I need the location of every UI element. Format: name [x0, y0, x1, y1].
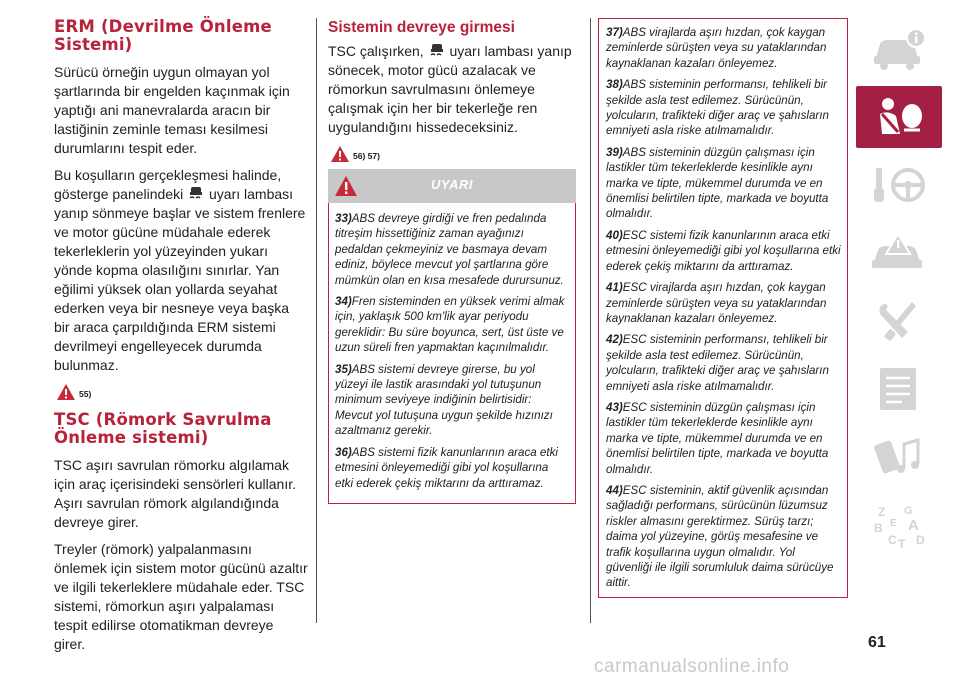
watermark-text: carmanualsonline.info [594, 656, 790, 677]
warning-car-icon [868, 228, 930, 278]
sidebar-tab-warnings[interactable] [856, 222, 942, 284]
erm-paragraph-1: Sürücü örneğin uygun olmayan yol şartlarında bir engelden kaçınmak için yaptığı ani manevralarda aracın bir lastiğinin zeminle teması kesilmesi durumlarını tespit eder. [54, 64, 290, 156]
warning-ref-number: 56) 57) [353, 151, 380, 161]
tsc-section-title: TSC (Römork Savrulma Önleme sistemi) [54, 410, 272, 447]
svg-text:A: A [908, 517, 919, 534]
warning-note: 34)Fren sisteminden en yüksek verimi almak için, yaklaşık 500 km'lik ayar periyodu gereklidir: Bu süre boyunca, sert, üst üste ve uzun süreli fren yapmaktan kaçınılmalıdır. [335, 295, 565, 355]
warning-triangle-icon [330, 145, 350, 163]
warning-note: 35)ABS sistemi devreye girerse, bu yol yüzeyi ile lastik arasındaki yol tutuşunun minimum seviyeye indiğinin belirtisidir: Mevcut yol tutuşuna uygun şekilde hızınızı azaltmanız gerekir. [335, 362, 553, 438]
svg-text:T: T [898, 537, 906, 550]
column-right [598, 18, 848, 598]
warning-note: 41)ESC virajlarda aşırı hızdan, çok kaygan zeminlerde sürüşten veya su yataklarından kaynaklanan kazaları önleyemez. [606, 281, 827, 325]
sidebar-tab-specifications[interactable] [856, 358, 942, 420]
warning-note: 33)ABS devreye girdiği ve fren pedalında titreşim hissettiğiniz zaman ayağınızı pedaldan çekmeyiniz ve basmaya devam ediniz, böylece mevcut yol şartlarına göre mümkün olan en kısa mesafede durursunuz. [335, 212, 564, 287]
warning-box [328, 169, 576, 504]
sidebar-tab-car-info[interactable] [856, 18, 942, 80]
svg-text:E: E [890, 518, 897, 529]
warning-note: 40)ESC sistemi fizik kanunlarının araca etki etmesini önleyemediği gibi yol koşullarına etki ederek çekiş miktarını da arttıramaz. [606, 228, 841, 273]
warning-note: 36)ABS sistemi fizik kanunlarının araca etki etmesini önleyemediği gibi yol koşullarına etki ederek çekiş miktarını da arttıramaz. [335, 445, 558, 490]
warning-reference [330, 145, 578, 163]
checklist-icon [868, 364, 930, 414]
warning-note: 37)ABS virajlarda aşırı hızdan, çok kaygan zeminlerde sürüşten veya su yataklarından kaynaklanan kazaları önleyemez. [606, 26, 827, 70]
warning-box-label: UYARI [431, 177, 473, 192]
sidebar-tab-starting[interactable] [856, 154, 942, 216]
svg-text:D: D [916, 533, 925, 547]
warning-box-header [328, 169, 576, 203]
column-left [54, 18, 308, 662]
car-info-icon [868, 24, 930, 74]
svg-text:Z: Z [878, 505, 886, 519]
warning-box-body [328, 203, 576, 504]
erm-section-title: ERM (Devrilme Önleme Sistemi) [54, 17, 272, 54]
warning-continuation-box [598, 18, 848, 598]
warning-ref-number: 55) [79, 389, 92, 399]
svg-text:C: C [888, 533, 897, 547]
page-number: 61 [868, 634, 886, 651]
warning-reference [56, 383, 308, 401]
warning-note: 39)ABS sisteminin düzgün çalışması için lastikler tüm tekerleklerde kesinlikle aynı marka ve tipte, mükemmel durumda ve en önemlisi belirtilen tipte, markada ve boyutta olmalıdır. [606, 145, 829, 221]
sidebar-tab-maintenance[interactable] [856, 290, 942, 352]
wrench-screwdriver-icon [868, 296, 930, 346]
chapter-sidebar [856, 18, 942, 562]
warning-note: 44)ESC sisteminin, aktif güvenlik açısından sağladığı performans, sürücünün lüzumsuz riskler almasını gerektirmez. Sürüş tarzı; daima yol yüzeyine, görüş mesafesine ve trafik koşullarına uygun olmalıdır. Yol güvenliği ile ilgili sorumluluk daima sürücüye aittir. [606, 483, 834, 590]
activation-section-title: Sistemin devreye girmesi [328, 19, 515, 36]
music-phone-icon [868, 432, 930, 482]
sidebar-tab-index[interactable] [856, 494, 942, 556]
erm-paragraph-2: Bu koşulların gerçekleşmesi halinde, gösterge panelindeki uyarı lambası yanıp sönmeye başlar ve sistem frenlere ve motor gücüne müdahale ederek tekerleklerin yol yüzeyinden yukarı yönde kopma olasılığını sınırlar. Yan eğilimi yüksek olan yollarda seyahat ederken veya bir nesneye veya başka bir araca çarpıldığında ERM sistemi devrilmeyi engelleyecek durumda bulunmaz. [54, 167, 306, 373]
skidding-car-icon [187, 185, 205, 201]
warning-note: 38)ABS sisteminin performansı, tehlikeli bir şekilde asla test edilemez. Sürücünün, yolcuların, trafikteki diğer araç ve şahısların emniyeti asla riske atılmamalıdır. [606, 78, 829, 138]
alphabet-index-icon [868, 500, 930, 550]
svg-text:B: B [874, 521, 883, 535]
sidebar-tab-multimedia[interactable] [856, 426, 942, 488]
svg-text:G: G [904, 505, 913, 517]
column-divider [316, 18, 317, 623]
warning-note: 42)ESC sisteminin performansı, tehlikeli bir şekilde asla test edilemez. Sürücünün, yolcuların, trafikteki diğer araç ve şahısların emniyeti asla riske atılmamalıdır. [606, 333, 829, 393]
skidding-car-icon [428, 42, 446, 58]
warning-triangle-icon [56, 383, 76, 401]
column-middle [328, 18, 578, 504]
seatbelt-airbag-icon [868, 92, 930, 142]
tsc-paragraph-2: Treyler (römork) yalpalanmasını önlemek için sistem motor gücünü azaltır ve ilgili tekerleklere müdahale eder. TSC sistemi, römorkun aşırı yalpalaması tespit edilirse otomatikman devreye girer. [54, 541, 308, 652]
tsc-paragraph-1: TSC aşırı savrulan römorku algılamak için araç içerisindeki sensörleri kullanır. Aşırı savrulan römork algılandığında devreye girer. [54, 457, 296, 530]
warning-note: 43)ESC sisteminin düzgün çalışması için lastikler tüm tekerleklerde kesinlikle aynı marka ve tipte, mükemmel durumda ve en önemlisi belirtilen tipte, markada ve boyutta olmalıdır. [606, 400, 829, 476]
sidebar-tab-safety[interactable] [856, 86, 942, 148]
key-steering-icon [868, 160, 930, 210]
column-divider [590, 18, 591, 623]
activation-paragraph: TSC çalışırken, uyarı lambası yanıp sönecek, motor gücü azalacak ve römorkun savrulmasını önlemeye çalışmak için her bir tekerleğe ren uygulandığını hissedeceksiniz. [328, 43, 572, 135]
